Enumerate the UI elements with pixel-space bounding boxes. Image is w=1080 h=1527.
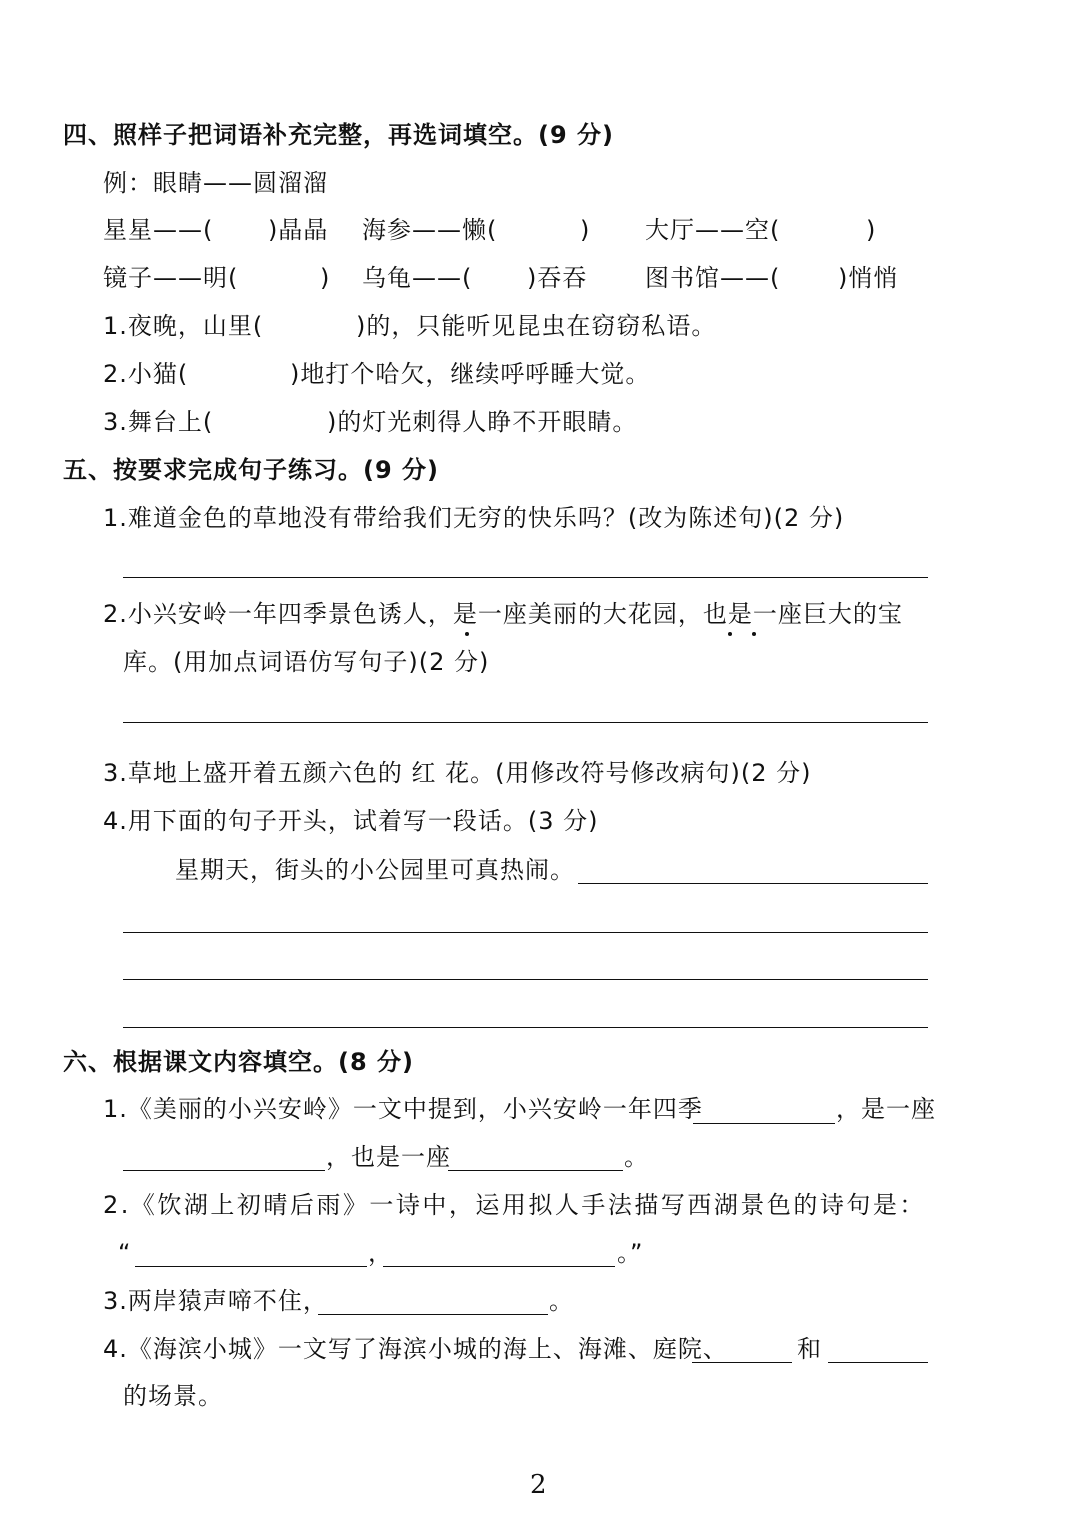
answer-line[interactable] [693, 1123, 835, 1124]
answer-line[interactable] [692, 1362, 792, 1363]
answer-line[interactable] [448, 1170, 623, 1171]
s6-q4-b: 和 [797, 1335, 822, 1363]
word-5b: )吞吞 [527, 264, 588, 292]
word-1a: 星星——( [103, 216, 214, 244]
s5-q3: 3.草地上盛开着五颜六色的 红 花。(用修改符号修改病句)(2 分) [103, 759, 812, 787]
answer-line[interactable] [135, 1266, 367, 1267]
s5-q4: 4.用下面的句子开头，试着写一段话。(3 分) [103, 807, 599, 835]
word-1b: )晶晶 [268, 216, 329, 244]
answer-line[interactable] [123, 979, 928, 980]
answer-line[interactable] [383, 1266, 615, 1267]
section-6-title: 六、根据课文内容填空。(8 分) [63, 1048, 414, 1076]
word-2b: ) [580, 216, 591, 244]
section-5-title: 五、按要求完成句子练习。(9 分) [63, 456, 439, 484]
s6-q1-a: 1.《美丽的小兴安岭》一文中提到，小兴安岭一年四季 [103, 1095, 703, 1123]
word-3a: 大厅——空( [645, 216, 781, 244]
fill-q1-b: )的，只能听见昆虫在窃窃私语。 [356, 312, 717, 340]
s5-q4-sentence: 星期天，街头的小公园里可真热闹。 [175, 856, 575, 884]
emphasis-dot [752, 632, 756, 636]
fill-q3-b: )的灯光刺得人睁不开眼睛。 [327, 408, 638, 436]
answer-line[interactable] [123, 577, 928, 578]
s5-q2-line1: 2.小兴安岭一年四季景色诱人，是一座美丽的大花园，也是一座巨大的宝 [103, 600, 903, 628]
s6-q1-c: ，也是一座 [326, 1143, 451, 1171]
s6-q2-open: “ [118, 1239, 132, 1267]
s5-q1: 1.难道金色的草地没有带给我们无穷的快乐吗？(改为陈述句)(2 分) [103, 504, 845, 532]
answer-line[interactable] [123, 722, 928, 723]
s6-q1-b: ，是一座 [836, 1095, 936, 1123]
fill-q2-a: 2.小猫( [103, 360, 189, 388]
word-4a: 镜子——明( [103, 264, 239, 292]
page-number: 2 [530, 1470, 547, 1500]
word-5a: 乌龟——( [362, 264, 473, 292]
answer-line[interactable] [828, 1362, 928, 1363]
emphasis-dot [728, 632, 732, 636]
word-3b: ) [866, 216, 877, 244]
word-6a: 图书馆——( [645, 264, 781, 292]
answer-line[interactable] [123, 932, 928, 933]
s6-q3-b: 。 [549, 1287, 574, 1315]
fill-q2-b: )地打个哈欠，继续呼呼睡大觉。 [290, 360, 651, 388]
s6-q4-a: 4.《海滨小城》一文写了海滨小城的海上、海滩、庭院、 [103, 1335, 728, 1363]
example-line: 例：眼睛——圆溜溜 [103, 169, 328, 197]
section-4-title: 四、照样子把词语补充完整，再选词填空。(9 分) [63, 121, 614, 149]
s6-q2-close: 。” [617, 1239, 644, 1267]
fill-q3-a: 3.舞台上( [103, 408, 214, 436]
word-4b: ) [320, 264, 331, 292]
word-2a: 海参——懒( [362, 216, 498, 244]
s6-q4-c: 的场景。 [123, 1382, 223, 1410]
s6-q1-d: 。 [624, 1143, 649, 1171]
s6-q2-a: 2.《饮湖上初晴后雨》一诗中，运用拟人手法描写西湖景色的诗句是： [103, 1191, 926, 1219]
answer-line[interactable] [123, 1027, 928, 1028]
answer-line[interactable] [318, 1314, 548, 1315]
answer-line[interactable] [578, 883, 928, 884]
word-6b: )悄悄 [838, 264, 899, 292]
s5-q2-line2: 库。(用加点词语仿写句子)(2 分) [123, 648, 490, 676]
s6-q3-a: 3.两岸猿声啼不住， [103, 1287, 328, 1315]
fill-q1-a: 1.夜晚，山里( [103, 312, 264, 340]
s6-q2-comma: ， [368, 1239, 393, 1267]
answer-line[interactable] [123, 1170, 325, 1171]
emphasis-dot [465, 632, 469, 636]
